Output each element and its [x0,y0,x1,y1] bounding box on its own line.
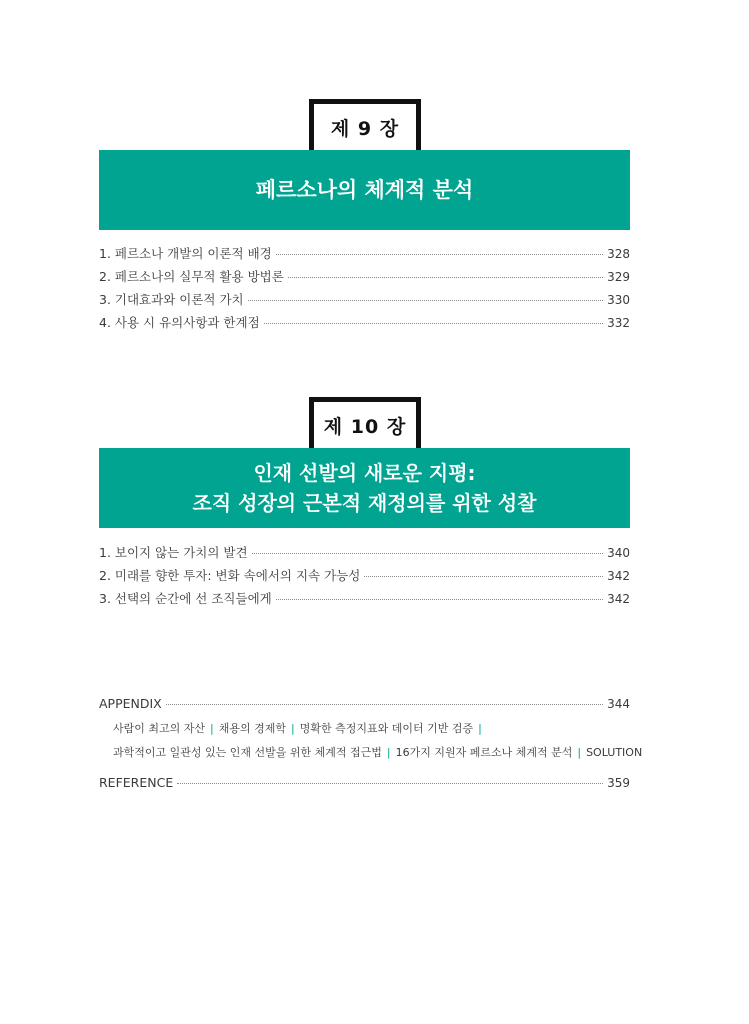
chapter-9-toc [99,244,630,336]
chapter-10-title-line-1: 인재 선발의 새로운 지평: [253,461,476,485]
toc-entry[interactable] [99,267,630,290]
appendix-subitem[interactable]: 명확한 측정지표와 데이터 기반 검증 [299,722,474,735]
dot-leader [276,254,603,255]
appendix-label: APPENDIX [99,696,162,711]
separator: | [478,722,482,735]
toc-entry[interactable] [99,589,630,612]
appendix-subitem[interactable]: 과학적이고 일관성 있는 인재 선발을 위한 체계적 접근법 [113,746,382,759]
dot-leader [288,277,603,278]
appendix-subline-1 [113,717,633,741]
chapter-10-tab: 제 10 장 [309,397,421,449]
appendix-subsections [113,717,643,765]
dot-leader [276,599,603,600]
chapter-10-title-line-2: 조직 성장의 근본적 재정의를 위한 성찰 [192,491,537,515]
toc-entry[interactable] [99,543,630,566]
toc-entry-label: 4. 사용 시 유의사항과 한계점 [99,315,260,330]
reference-page: 359 [607,776,630,790]
chapter-10-toc [99,543,630,612]
dot-leader [252,553,604,554]
separator: | [386,746,391,759]
toc-entry-page: 342 [607,569,630,583]
appendix-subitem[interactable]: 사람이 최고의 자산 [113,722,206,735]
toc-entry-label: 1. 페르소나 개발의 이론적 배경 [99,246,272,261]
dot-leader [364,576,603,577]
toc-entry-label: 2. 미래를 향한 투자: 변화 속에서의 지속 가능성 [99,568,361,583]
appendix-subitem[interactable]: 채용의 경제학 [218,722,286,735]
toc-entry-label: 3. 선택의 순간에 선 조직들에게 [99,591,272,606]
toc-entry-page: 329 [607,270,630,284]
toc-entry-page: 332 [607,316,630,330]
reference-label: REFERENCE [99,775,174,790]
chapter-10-title-banner [99,448,630,528]
toc-entry-reference[interactable] [99,775,630,798]
toc-entry-page: 328 [607,247,630,261]
dot-leader [248,300,603,301]
separator: | [210,722,214,735]
appendix-subitem[interactable]: SOLUTION [586,746,643,759]
appendix-subline-2 [113,741,643,765]
toc-entry[interactable] [99,244,630,267]
toc-entry-page: 340 [607,546,630,560]
toc-entry-label: 1. 보이지 않는 가치의 발견 [99,545,248,560]
separator: | [291,722,295,735]
chapter-9-title-banner [99,150,630,230]
toc-entry-label: 2. 페르소나의 실무적 활용 방법론 [99,269,284,284]
toc-entry-page: 330 [607,293,630,307]
toc-entry-label: 3. 기대효과와 이론적 가치 [99,292,244,307]
dot-leader [177,783,603,784]
reference-toc [99,775,630,798]
appendix-toc [99,696,630,719]
appendix-subitem[interactable]: 16가지 지원자 페르소나 체계적 분석 [395,746,573,759]
toc-entry-appendix[interactable] [99,696,630,719]
chapter-9-title: 페르소나의 체계적 분석 [255,178,474,202]
toc-entry[interactable] [99,566,630,589]
separator: | [577,746,582,759]
chapter-9-tab: 제 9 장 [309,99,421,151]
dot-leader [264,323,603,324]
toc-entry[interactable] [99,290,630,313]
dot-leader [166,704,603,705]
toc-entry[interactable] [99,313,630,336]
appendix-page: 344 [607,697,630,711]
toc-entry-page: 342 [607,592,630,606]
